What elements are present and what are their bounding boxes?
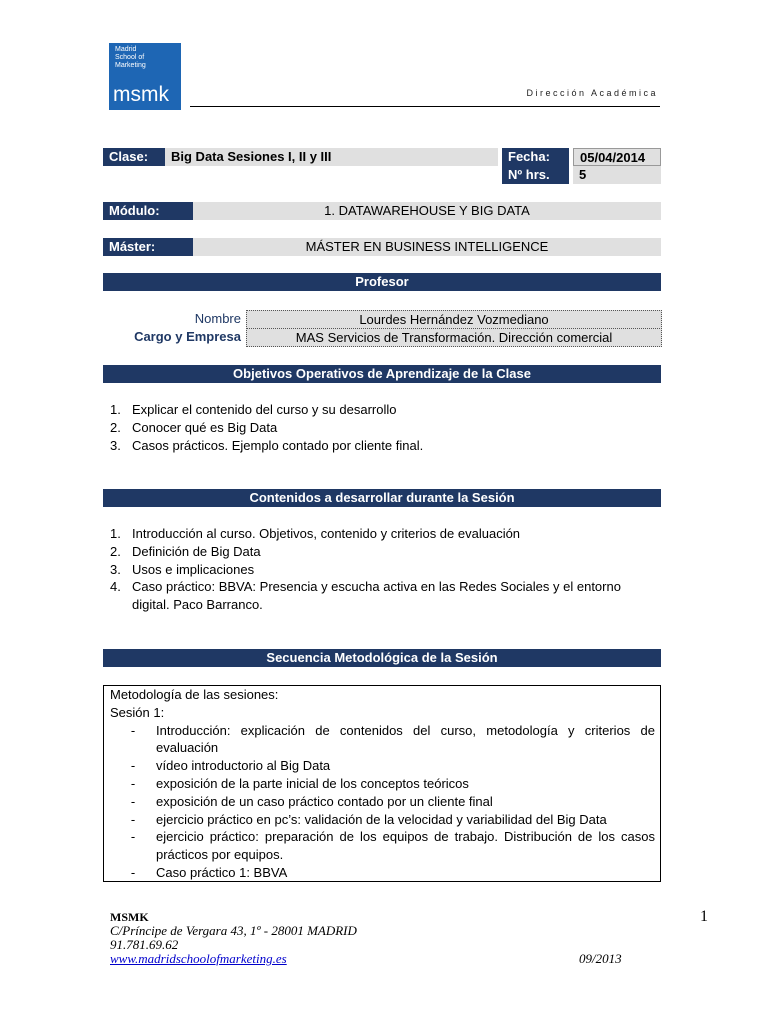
item-number: 2. — [110, 419, 121, 435]
footer-phone: 91.781.69.62 — [110, 937, 179, 952]
item-dash: - — [130, 829, 136, 845]
item-text: ejercicio práctico en pc’s: validación de la velocidad y variabilidad del Big Data — [156, 811, 607, 827]
secuencia-box — [103, 685, 661, 882]
item-number: 2. — [110, 543, 121, 559]
secuencia-content — [110, 686, 655, 882]
list-item — [110, 722, 655, 758]
item-text: Conocer qué es Big Data — [132, 419, 278, 435]
logo-line-2: School of — [115, 54, 145, 61]
footer-website-link[interactable]: www.madridschoolofmarketing.es — [110, 951, 287, 966]
clase-label: Clase: — [103, 148, 165, 166]
contenidos-list — [110, 525, 655, 614]
fecha-value: 05/04/2014 — [573, 148, 661, 166]
list-item — [110, 578, 655, 614]
list-item — [110, 864, 655, 882]
item-dash: - — [130, 722, 136, 738]
logo-small-text — [115, 46, 146, 70]
list-item — [110, 828, 655, 864]
nombre-label: Nombre — [194, 311, 241, 326]
sesion-heading: Sesión 1: — [110, 704, 165, 720]
item-text: Introducción al curso. Objetivos, contenido y criterios de evaluación — [132, 526, 521, 541]
item-dash: - — [130, 793, 136, 809]
secuencia-header: Secuencia Metodológica de la Sesión — [103, 649, 661, 667]
cargo-value: MAS Servicios de Transformación. Dirección comercial — [246, 328, 662, 347]
hrs-value: 5 — [573, 166, 661, 184]
item-text: exposición de la parte inicial de los conceptos teóricos — [156, 775, 469, 791]
item-number: 1. — [110, 526, 121, 541]
list-item — [110, 793, 655, 811]
footer-address: C/Príncipe de Vergara 43, 1º - 28001 MADRID — [110, 923, 357, 938]
list-item — [110, 543, 655, 561]
modulo-label: Módulo: — [103, 202, 193, 220]
item-text: Definición de Big Data — [132, 543, 261, 559]
list-item — [110, 401, 650, 419]
logo-line-1: Madrid — [115, 46, 137, 53]
item-number: 1. — [110, 402, 121, 417]
header-divider — [190, 106, 660, 107]
item-dash: - — [130, 811, 136, 827]
item-text: Usos e implicaciones — [132, 561, 255, 577]
item-text: Caso práctico 1: BBVA — [156, 864, 288, 880]
item-dash: - — [130, 758, 136, 774]
item-text: Casos prácticos. Ejemplo contado por cliente final. — [132, 437, 424, 453]
item-dash: - — [130, 864, 136, 880]
item-text: vídeo introductorio al Big Data — [156, 758, 331, 774]
list-item — [110, 561, 655, 579]
clase-value: Big Data Sesiones I, II y III — [165, 148, 498, 166]
objetivos-header: Objetivos Operativos de Aprendizaje de la Clase — [103, 365, 661, 383]
footer-org: MSMK — [110, 910, 149, 924]
fecha-label: Fecha: — [502, 148, 569, 166]
list-item — [110, 811, 655, 829]
list-item — [110, 775, 655, 793]
master-label: Máster: — [103, 238, 193, 256]
item-text: exposición de un caso práctico contado por un cliente final — [156, 793, 493, 809]
msmk-logo — [109, 43, 181, 110]
list-item — [110, 419, 650, 437]
hrs-label: Nº hrs. — [502, 166, 569, 184]
logo-wordmark: msmk — [113, 83, 169, 106]
footer-date: 09/2013 — [579, 951, 622, 966]
contenidos-header: Contenidos a desarrollar durante la Sesión — [103, 489, 661, 507]
metodologia-heading: Metodología de las sesiones: — [110, 687, 279, 702]
list-item — [110, 757, 655, 775]
objetivos-list — [110, 401, 650, 454]
logo-line-3: Marketing — [115, 62, 146, 69]
department-label: Dirección Académica — [526, 88, 658, 98]
item-number: 4. — [110, 579, 121, 595]
page-number: 1 — [700, 908, 708, 925]
nombre-value: Lourdes Hernández Vozmediano — [246, 310, 662, 329]
profesor-header: Profesor — [103, 273, 661, 291]
list-item — [110, 437, 650, 455]
item-text: Caso práctico: BBVA: Presencia y escucha activa en las Redes Sociales y el entorno digital. Paco Barranco. — [132, 579, 621, 613]
master-value: MÁSTER EN BUSINESS INTELLIGENCE — [193, 238, 661, 256]
item-number: 3. — [110, 437, 121, 453]
item-number: 3. — [110, 561, 121, 577]
item-text: ejercicio práctico: preparación de los equipos de trabajo. Distribución de los casos prácticos por equipos. — [156, 829, 655, 863]
modulo-value: 1. DATAWAREHOUSE Y BIG DATA — [193, 202, 661, 220]
item-dash: - — [130, 775, 136, 791]
cargo-label: Cargo y Empresa — [134, 329, 241, 344]
item-text: Introducción: explicación de contenidos del curso, metodología y criterios de evaluación — [156, 722, 655, 756]
list-item — [110, 525, 655, 543]
item-text: Explicar el contenido del curso y su desarrollo — [132, 402, 397, 417]
